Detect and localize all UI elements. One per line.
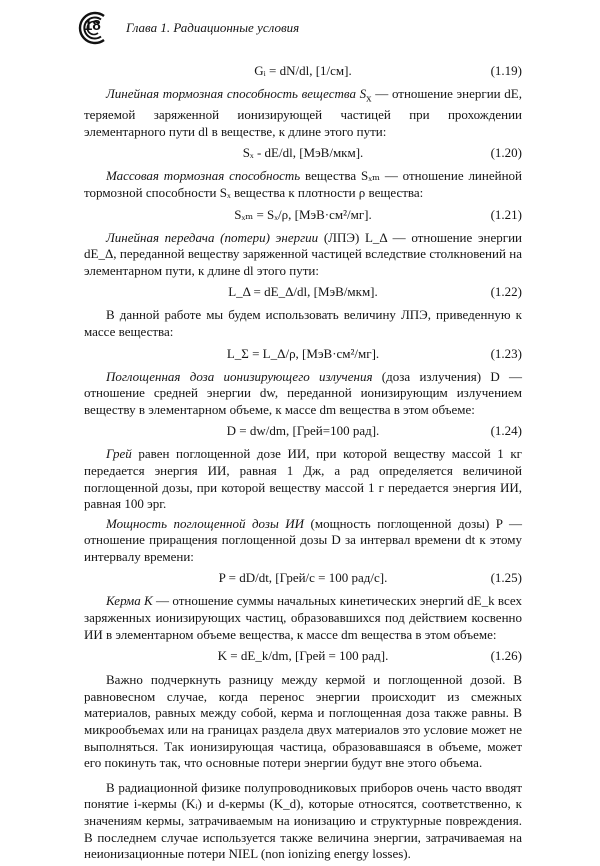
term-linear-energy-transfer: Линейная передача (потери) энергии [106, 229, 319, 245]
paragraph-let [84, 230, 522, 280]
equation-formula: D = dw/dm, [Грей=100 рад]. [226, 423, 380, 439]
equation-1-22 [84, 283, 522, 300]
term-gray: Грей [106, 446, 132, 462]
equation-formula: Sₓ - dE/dl, [МэВ/мкм]. [242, 145, 364, 161]
equation-number: (1.26) [490, 648, 522, 664]
equation-number: (1.19) [490, 63, 522, 78]
equation-1-26 [84, 647, 522, 664]
paragraph-text: В данной работе мы будем использовать величину ЛПЭ, приведенную к массе вещества: [84, 307, 522, 339]
paragraph-dose-rate [84, 516, 522, 566]
equation-number: (1.20) [490, 145, 522, 161]
equation-1-24 [84, 422, 522, 439]
page-body [84, 58, 522, 866]
equation-formula: L_Σ = L_Δ/ρ, [МэВ·см²/мг]. [226, 345, 380, 361]
paragraph-text: Важно подчеркнуть разницу между кермой и поглощенной дозой. В равновесном случае, когда перенос энергии происходит из смежных материалов, равных между собой, керма и поглощенная доза также равны. В микрообъемах или на границах раздела двух материалов это условие может не выполняться. Так ионизирующая частица, образовавшаяся в объеме, может его покинуть так, что основные потери энергии будут вне этого объема. [84, 672, 522, 771]
equation-1-21 [84, 206, 522, 223]
term-kerma: Керма K [106, 593, 153, 609]
equation-number: (1.23) [490, 345, 522, 361]
paragraph-mass-stopping-power [84, 168, 522, 201]
equation-number: (1.25) [490, 570, 522, 586]
paragraph-text: (мощность поглощенной дозы) P — отношение приращения поглощенной дозы D за интервал времени dt к этому интервалу времени: [84, 515, 522, 564]
paragraph-i-kerma-d-kerma [84, 780, 522, 863]
paragraph-text: равен поглощенной дозе ИИ, при которой веществу массой 1 кг передается энергия ИИ, равная 1 Дж, а рад определяется величиной поглощенной дозы, при которой веществу массой 1 г передается энергия ИИ, равная 100 эрг. [84, 446, 522, 512]
paragraph-text: — отношение суммы начальных кинетических энергий dE_k всех заряженных ионизирующих частиц, образовавшихся под действием косвенно ИИ в элементарном объеме вещества, к массе dm вещества в этом объеме: [84, 593, 522, 642]
equation-1-20 [84, 144, 522, 161]
term-absorbed-dose: Поглощенная доза ионизирующего излучения [106, 368, 373, 384]
equation-1-23 [84, 345, 522, 362]
equation-number: (1.24) [490, 423, 522, 439]
paragraph-gray [84, 446, 522, 512]
equation-1-25 [84, 569, 522, 586]
equation-formula: K = dE_k/dm, [Грей = 100 рад]. [217, 648, 389, 664]
equation-formula: P = dD/dt, [Грей/с = 100 рад/с]. [218, 570, 388, 586]
equation-number: (1.22) [490, 284, 522, 300]
page-header [74, 10, 534, 46]
equation-formula: Gᵢ = dN/dl, [1/см]. [254, 63, 352, 78]
equation-formula: L_Δ = dE_Δ/dl, [МэВ/мкм]. [228, 284, 378, 300]
paragraph-text: вещества Sₓₘ — отношение линейной тормозной способности Sₓ вещества к плотности ρ вещества: [84, 168, 522, 200]
chapter-title: Глава 1. Радиационные условия [126, 20, 300, 35]
equation-formula: Sₓₘ = Sₓ/ρ, [МэВ·см²/мг]. [234, 206, 372, 222]
paragraph-let-mass [84, 307, 522, 340]
term-linear-stopping-power: Линейная тормозная способность вещества S [106, 86, 367, 101]
equation-1-19 [84, 62, 522, 79]
paragraph-absorbed-dose [84, 369, 522, 419]
paragraph-text: (ЛПЭ) L_Δ — отношение энергии dE_Δ, переданной веществу заряженной частицей вследствие столкновений на элементарном пути, к длине dl этого пути: [84, 229, 522, 278]
paragraph-text: В радиационной физике полупроводниковых приборов очень часто вводят понятие i-кермы (Kᵢ) и d-кермы (K_d), которые относятся, соответственно, к значениям кермы, затрачиваемым на ионизацию и структурные повреждения. В последнем случае используется также величина энергии, затрачиваемая на неионизационные потери NIEL (non ionizing energy losses). [84, 779, 522, 862]
paragraph-text: (доза излучения) D — отношение средней энергии dw, переданной ионизирующим излучением веществу в элементарном объеме, к массе dm вещества в этом объеме: [84, 368, 522, 417]
term-subscript: x [366, 92, 372, 105]
paragraph-text: — отношение энергии dE, теряемой заряженной ионизирующей частицей при прохождении элементарного пути dl в веществе, к длине этого пути: [84, 86, 522, 139]
term-dose-rate: Мощность поглощенной дозы ИИ [106, 515, 305, 531]
paragraph-kerma-vs-dose [84, 672, 522, 772]
term-mass-stopping-power: Массовая тормозная способность [106, 168, 301, 184]
paragraph-kerma [84, 593, 522, 643]
equation-number: (1.21) [490, 206, 522, 222]
page-number: 18 [84, 17, 101, 34]
paragraph-linear-stopping-power [84, 86, 522, 140]
